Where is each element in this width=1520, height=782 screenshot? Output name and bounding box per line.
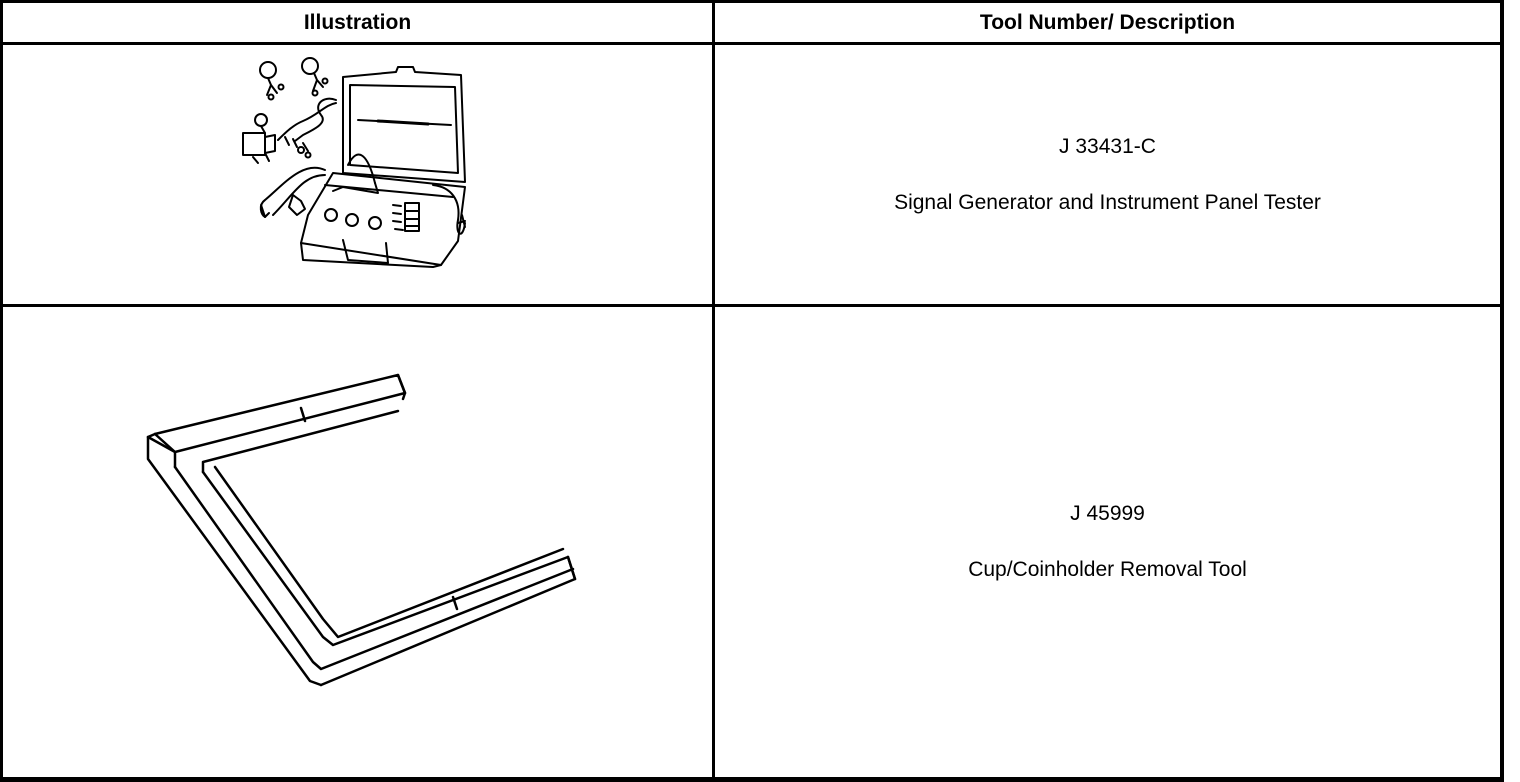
header-tool-label: Tool Number/ Description <box>979 10 1236 34</box>
page-margin <box>1504 0 1520 782</box>
header-illustration-label: Illustration <box>303 10 412 34</box>
cup-coinholder-removal-tool-illustration <box>3 307 712 777</box>
row-1-illustration-cell <box>3 45 712 304</box>
tool-description: Cup/Coinholder Removal Tool <box>968 558 1247 581</box>
signal-generator-tester-illustration <box>3 45 712 304</box>
tool-number: J 45999 <box>1070 502 1145 525</box>
row-2-description-cell <box>715 307 1500 777</box>
tool-description: Signal Generator and Instrument Panel Tester <box>894 190 1321 214</box>
row-2-illustration-cell <box>3 307 712 777</box>
header-tool-description <box>715 3 1500 42</box>
header-illustration <box>3 3 712 42</box>
tool-number: J 33431-C <box>1059 134 1156 158</box>
row-1-description-cell <box>715 45 1500 304</box>
